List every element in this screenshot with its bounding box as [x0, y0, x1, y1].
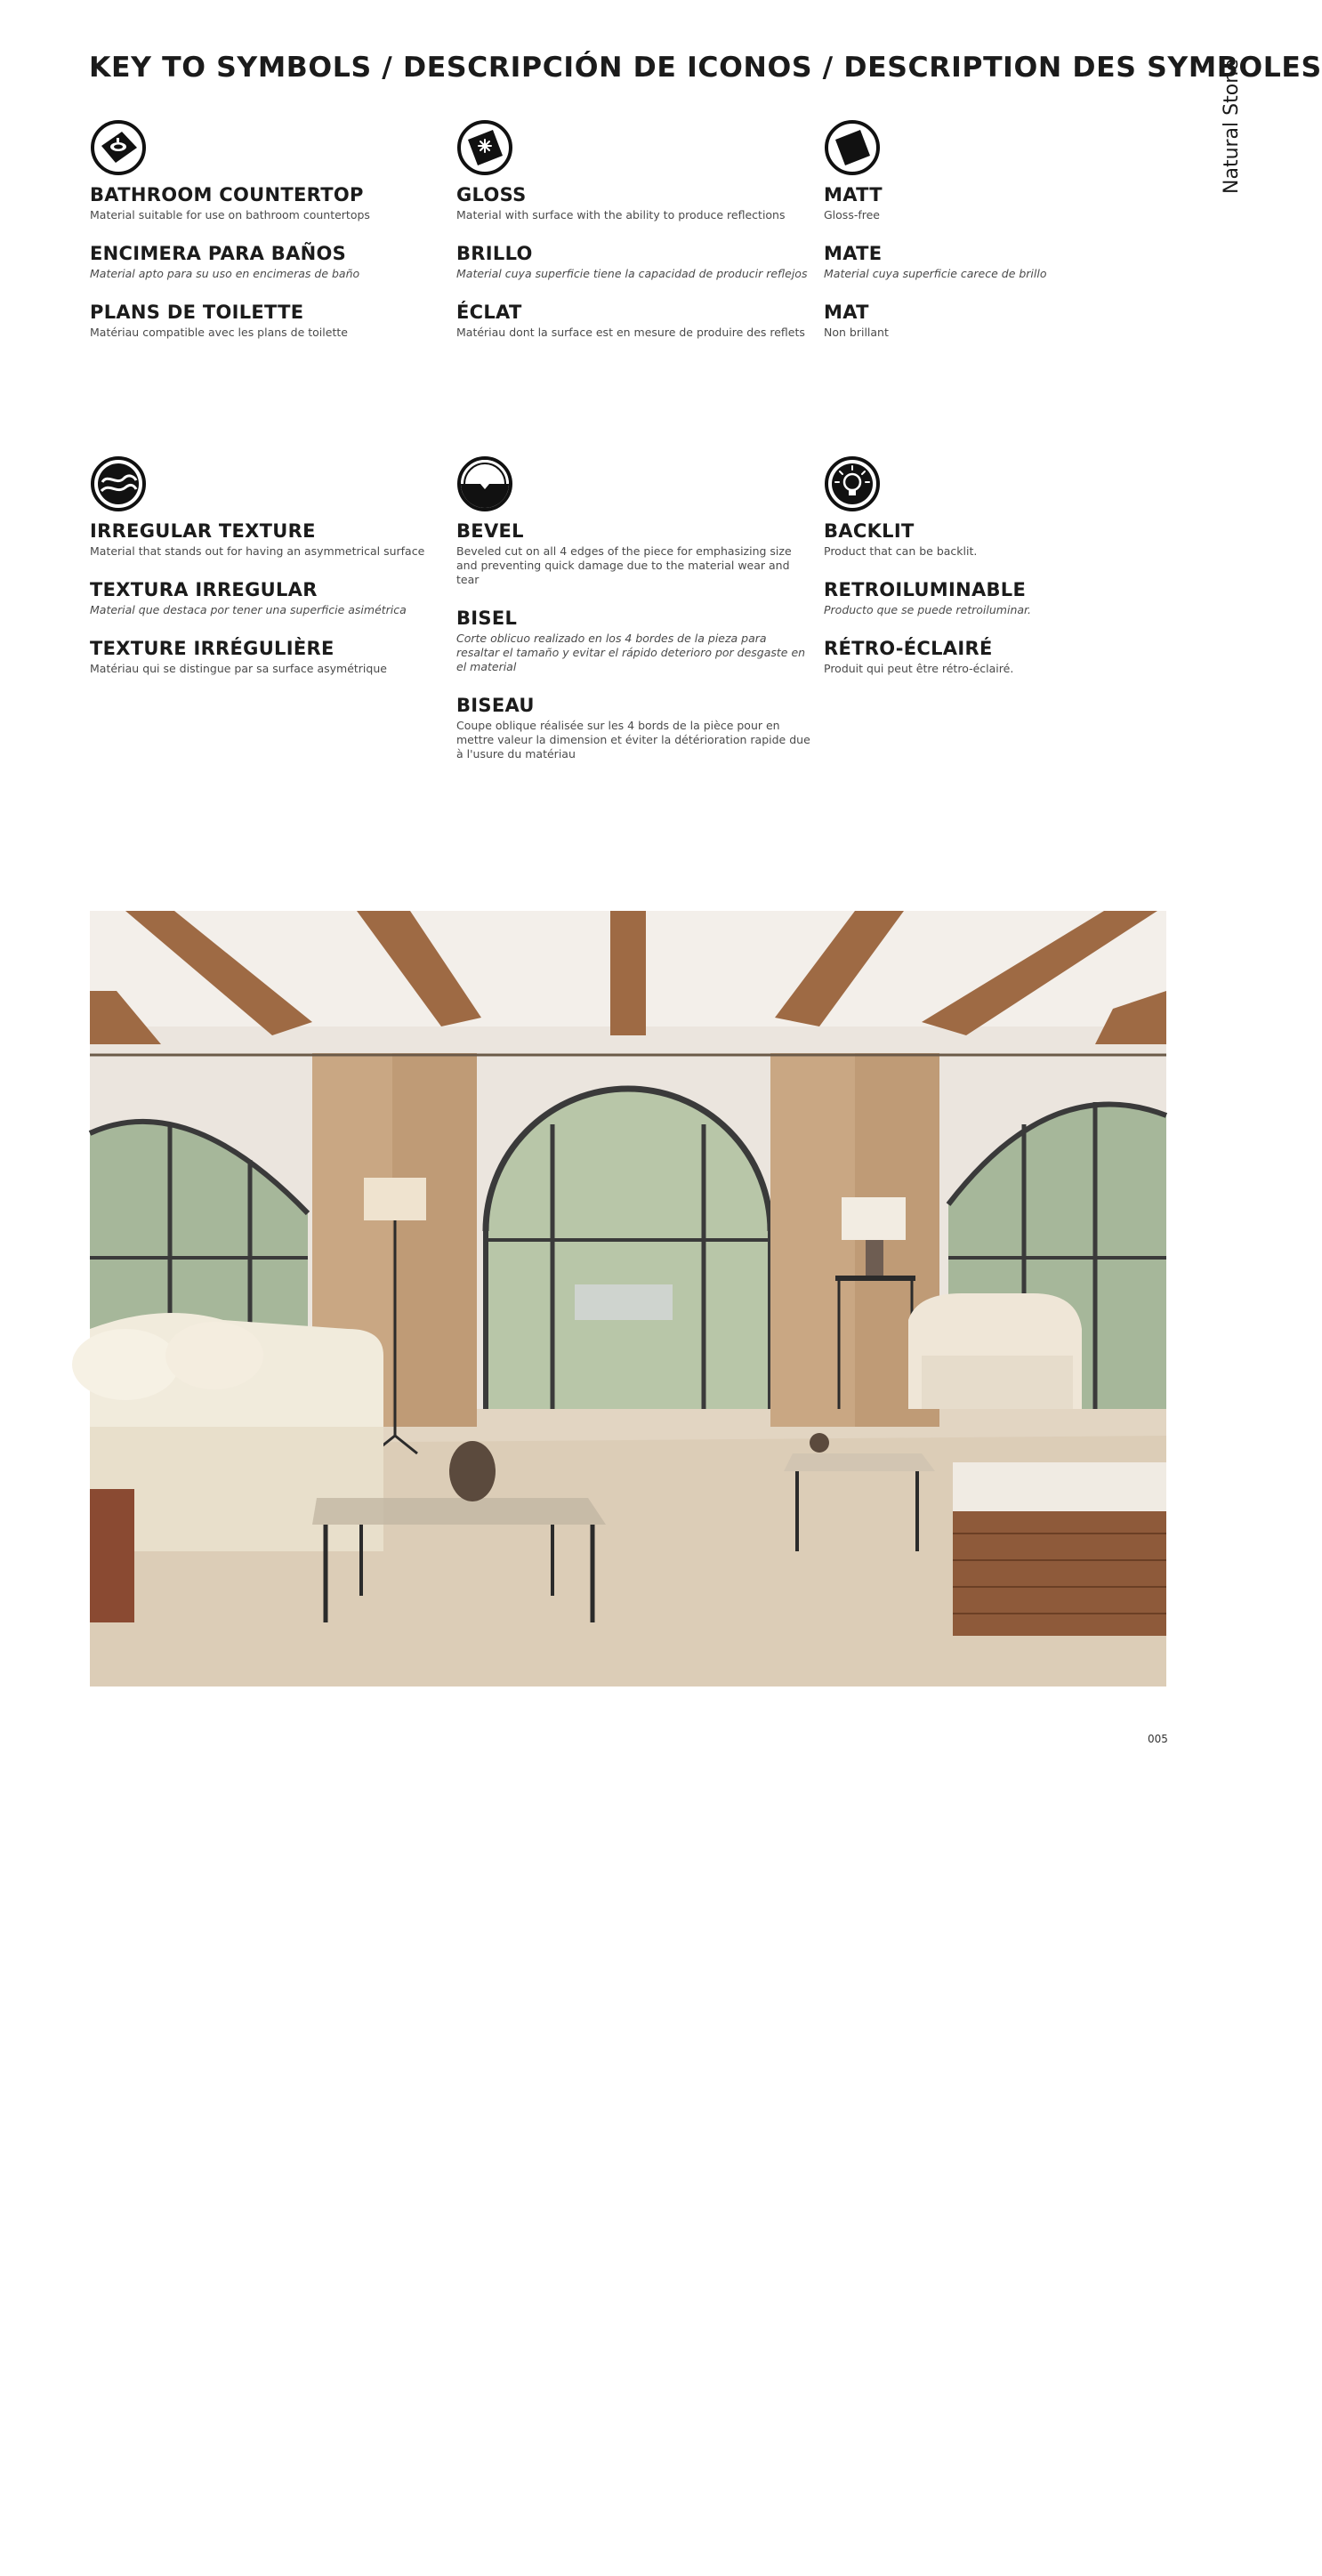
section-side-label: Natural Stone — [1221, 59, 1243, 194]
es-description: Material apto para su uso en encimeras de baño — [90, 267, 360, 280]
es-title: MATE — [824, 243, 883, 264]
matt-icon — [824, 119, 881, 176]
es-description: Material cuya superficie carece de brillo — [824, 267, 1047, 280]
symbol-backlit — [824, 455, 1180, 676]
gloss-icon — [456, 119, 513, 176]
en-title: GLOSS — [456, 184, 527, 205]
fr-description: Non brillant — [824, 326, 889, 339]
es-title: RETROILUMINABLE — [824, 579, 1027, 600]
fr-description: Coupe oblique réalisée sur les 4 bords de la pièce pour en mettre valeur la dimension et éviter la détérioration rapide due à l'usure du matériau — [456, 719, 810, 761]
es-title: BISEL — [456, 608, 518, 629]
photo-credit-label: Floor Covering: — [1243, 2487, 1255, 2576]
symbol-bevel — [456, 455, 812, 761]
fr-title: PLANS DE TOILETTE — [90, 302, 304, 323]
es-title: BRILLO — [456, 243, 533, 264]
fr-description: Matériau compatible avec les plans de toilette — [90, 326, 348, 339]
fr-description: Produit qui peut être rétro-éclairé. — [824, 662, 1014, 675]
en-title: IRREGULAR TEXTURE — [90, 520, 316, 542]
irregular-texture-icon — [90, 455, 147, 512]
backlit-icon — [824, 455, 881, 512]
en-title: BEVEL — [456, 520, 524, 542]
en-description: Material that stands out for having an asymmetrical surface — [90, 544, 425, 558]
en-description: Beveled cut on all 4 edges of the piece for emphasizing size and preventing quick damage due to the material wear and tear — [456, 544, 792, 586]
en-description: Material with surface with the ability to produce reflections — [456, 208, 786, 221]
en-description: Material suitable for use on bathroom countertops — [90, 208, 370, 221]
fr-description: Matériau dont la surface est en mesure de produire des reflets — [456, 326, 805, 339]
page-title: KEY TO SYMBOLS / DESCRIPCIÓN DE ICONOS / DESCRIPTION DES SYMBOLES — [89, 52, 1322, 84]
en-title: BACKLIT — [824, 520, 915, 542]
en-description: Gloss-free — [824, 208, 880, 221]
fr-title: MAT — [824, 302, 869, 323]
en-description: Product that can be backlit. — [824, 544, 978, 558]
es-description: Producto que se puede retroiluminar. — [824, 603, 1032, 616]
es-description: Material cuya superficie tiene la capacidad de producir reflejos — [456, 267, 808, 280]
es-title: TEXTURA IRREGULAR — [90, 579, 318, 600]
fr-title: ÉCLAT — [456, 302, 522, 323]
es-description: Material que destaca por tener una superficie asimétrica — [90, 603, 407, 616]
fr-description: Matériau qui se distingue par sa surface asymétrique — [90, 662, 387, 675]
fr-title: RÉTRO-ÉCLAIRÉ — [824, 638, 993, 659]
photo-credit — [1243, 1896, 1255, 2576]
symbol-irregular-texture — [90, 455, 446, 676]
en-title: MATT — [824, 184, 883, 205]
bathroom-countertop-icon — [90, 119, 147, 176]
bevel-icon — [456, 455, 513, 512]
arched-window-center — [486, 1089, 770, 1409]
photo-credit-text: Horus Beige Texture. Home Complements: Motif Vase Grey Stone, Motif Vessel Grey Stone, Motif Tray S Grey Stone — [1243, 1896, 1255, 2484]
es-description: Corte oblicuo realizado en los 4 bordes de la pieza para resaltar el tamaño y evitar el rápido deterioro por desgaste en el material — [456, 632, 806, 673]
symbol-gloss — [456, 119, 812, 340]
fr-title: TEXTURE IRRÉGULIÈRE — [90, 638, 335, 659]
es-title: ENCIMERA PARA BAÑOS — [90, 243, 347, 264]
symbol-bathroom-countertop — [90, 119, 446, 340]
fr-title: BISEAU — [456, 695, 535, 716]
symbol-matt — [824, 119, 1180, 340]
page-number: 005 — [1148, 1733, 1168, 1745]
en-title: BATHROOM COUNTERTOP — [90, 184, 364, 205]
